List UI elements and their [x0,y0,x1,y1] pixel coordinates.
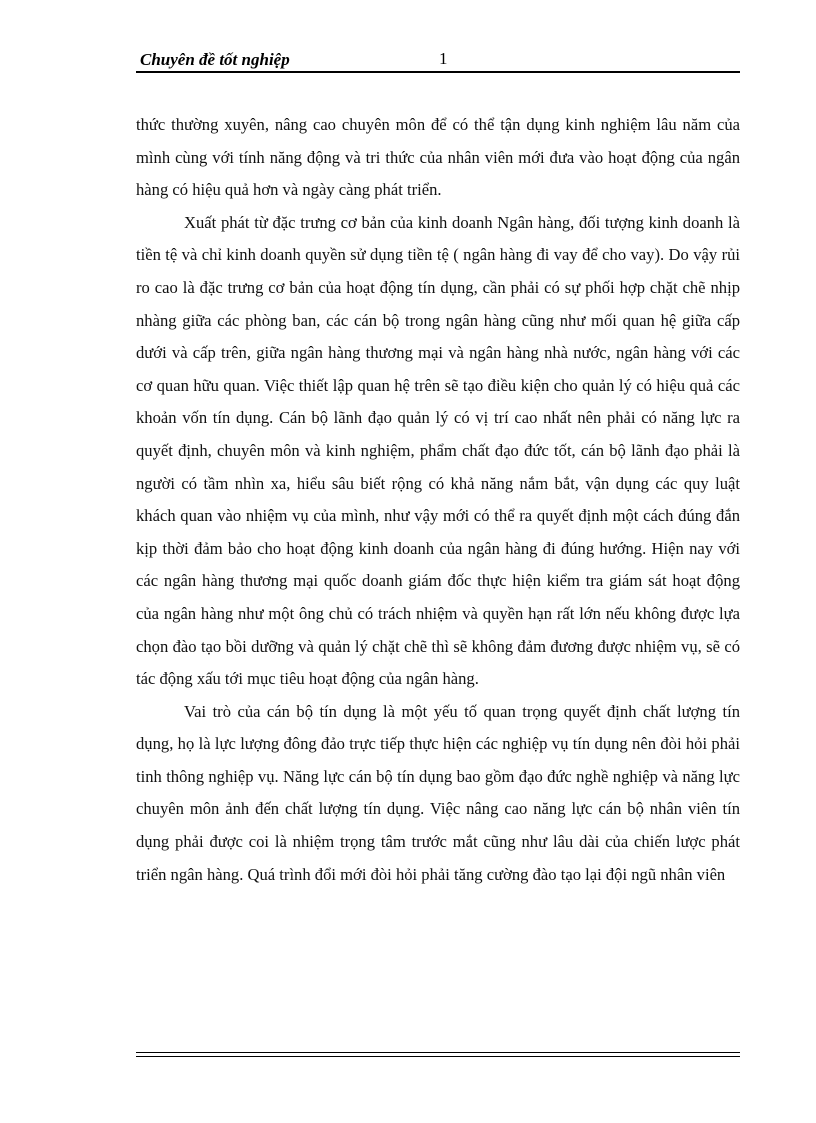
document-body [136,109,740,891]
footer-divider [136,1052,740,1057]
header-divider [136,71,740,73]
page-header [136,48,740,72]
document-title: Chuyên đề tốt nghiệp [140,50,290,69]
paragraph: Vai trò của cán bộ tín dụng là một yếu tố quan trọng quyết định chất lượng tín dụng, họ là lực lượng đông đảo trực tiếp thực hiện các nghiệp vụ tín dụng nên đòi hỏi phải tinh thông nghiệp vụ. Năng lực cán bộ tín dụng bao gồm đạo đức nghề nghiệp và năng lực chuyên môn ảnh đến chất lượng tín dụng. Việc nâng cao năng lực cán bộ nhân viên tín dụng phải được coi là nhiệm trọng tâm trước mắt cũng như lâu dài của chiến lược phát triển ngân hàng. Quá trình đổi mới đòi hỏi phải tăng cường đào tạo lại đội ngũ nhân viên [136,701,740,884]
paragraph-continuation: thức thường xuyên, nâng cao chuyên môn để có thể tận dụng kinh nghiệm lâu năm của mình cùng với tính năng động và tri thức của nhân viên mới đưa vào hoạt động của ngân hàng có hiệu quả hơn và ngày càng phát triển. [136,115,740,200]
paragraph: Xuất phát từ đặc trưng cơ bản của kinh doanh Ngân hàng, đối tượng kinh doanh là tiền tệ và chỉ kinh doanh quyền sử dụng tiền tệ ( ngân hàng đi vay để cho vay). Do vậy rủi ro cao là đặc trưng cơ bản của hoạt động tín dụng, cần phải có sự phối hợp chặt chẽ nhịp nhàng giữa các phòng ban, các cán bộ trong ngân hàng cũng như mối quan hệ giữa cấp dưới và cấp trên, giữa ngân hàng thương mại và ngân hàng nhà nước, ngân hàng với các cơ quan hữu quan. Việc thiết lập quan hệ trên sẽ tạo điều kiện cho quản lý có hiệu quả các khoản vốn tín dụng. Cán bộ lãnh đạo quản lý có vị trí cao nhất nên phải có năng lực ra quyết định, chuyên môn và kinh nghiệm, phẩm chất đạo đức tốt, cán bộ lãnh đạo phải là người có tầm nhìn xa, hiểu sâu biết rộng có khả năng nắm bắt, vận dụng các quy luật khách quan vào nhiệm vụ của mình, như vậy mới có thể ra quyết định một cách đúng đắn kịp thời đảm bảo cho hoạt động kinh doanh của ngân hàng đi đúng hướng. Hiện nay với các ngân hàng thương mại quốc doanh giám đốc thực hiện kiểm tra giám sát hoạt động của ngân hàng như một ông chủ có trách nhiệm và quyền hạn rất lớn nếu không được lựa chọn đào tạo bồi dưỡng và quản lý chặt chẽ thì sẽ không đảm đương được nhiệm vụ, sẽ có tác động xấu tới mục tiêu hoạt động của ngân hàng. [136,212,740,689]
page-number: 1 [439,49,448,68]
